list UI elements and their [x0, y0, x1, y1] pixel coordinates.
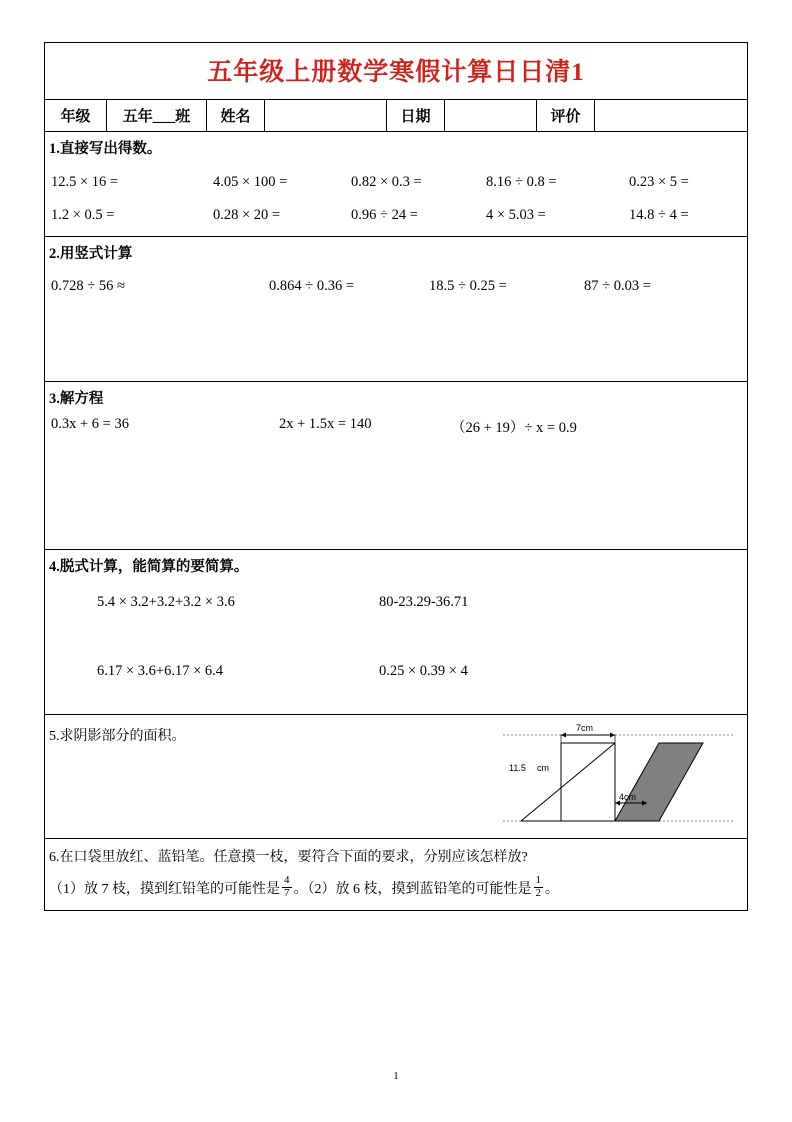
question-2-text: 。（2）放 6 枝，摸到蓝铅笔的可能性是 — [293, 882, 532, 898]
section-1-row-2 — [45, 207, 747, 236]
problem: 80-23.29-36.71 — [379, 594, 469, 610]
evaluation-label: 评价 — [537, 100, 595, 131]
problem: 1.2 × 0.5 = — [51, 207, 115, 223]
section-3-work-area[interactable] — [45, 437, 747, 549]
section-6-questions — [49, 876, 747, 900]
problem: （26 + 19）÷ x = 0.9 — [451, 420, 577, 436]
problem: 0.864 ÷ 0.36 = — [269, 278, 355, 294]
problem: 8.16 ÷ 0.8 = — [486, 174, 557, 190]
name-label: 姓名 — [207, 100, 265, 131]
problem: 12.5 × 16 = — [51, 174, 119, 190]
section-3-row-1 — [45, 416, 747, 437]
problem: 4.05 × 100 = — [213, 174, 288, 190]
problem: 6.17 × 3.6+6.17 × 6.4 — [97, 663, 224, 679]
fraction-denominator: 2 — [535, 886, 541, 899]
section-2-row-1 — [45, 278, 747, 295]
problem: 5.4 × 3.2+3.2+3.2 × 3.6 — [97, 594, 235, 610]
section-5-shaded-area — [45, 715, 747, 839]
date-label: 日期 — [387, 100, 445, 131]
section-1-row-1 — [45, 174, 747, 191]
geometry-figure — [503, 721, 735, 831]
section-3-equations — [45, 382, 747, 550]
problem: 4 × 5.03 = — [486, 207, 546, 223]
section-1-heading: 1.直接写出得数。 — [49, 141, 162, 157]
fraction-numerator: 1 — [535, 874, 541, 886]
section-2-heading: 2.用竖式计算 — [49, 246, 133, 262]
question-2-suffix: 。 — [545, 882, 559, 898]
date-value[interactable] — [445, 100, 537, 131]
section-4-row-2 — [45, 663, 747, 680]
section-6-heading: 6.在口袋里放红、蓝铅笔。任意摸一枝，要符合下面的要求，分别应该怎样放? — [49, 850, 528, 865]
section-4-row-1 — [45, 594, 747, 611]
problem: 0.82 × 0.3 = — [351, 174, 422, 190]
page-number: 1 — [393, 1070, 399, 1082]
section-2-vertical-calculation — [45, 237, 747, 382]
problem: 0.25 × 0.39 × 4 — [379, 663, 468, 679]
section-3-heading: 3.解方程 — [49, 391, 104, 407]
fraction-four-sevenths — [282, 875, 292, 899]
section-4-heading: 4.脱式计算，能简算的要简算。 — [49, 559, 249, 575]
svg-text:7cm: 7cm — [576, 723, 594, 733]
page-title: 五年级上册数学寒假计算日日清1 — [207, 59, 585, 86]
problem: 87 ÷ 0.03 = — [584, 278, 651, 294]
problem: 0.23 × 5 = — [629, 174, 689, 190]
section-4-expression-calculation — [45, 550, 747, 715]
problem: 2x + 1.5x = 140 — [279, 416, 372, 432]
section-5-heading: 5.求阴影部分的面积。 — [49, 729, 186, 744]
problem: 0.28 × 20 = — [213, 207, 281, 223]
evaluation-value[interactable] — [595, 100, 747, 131]
grade-value[interactable]: 五年___班 — [107, 100, 207, 131]
student-info-row — [45, 100, 747, 132]
section-4-work-area-2[interactable] — [45, 680, 747, 714]
problem: 14.8 ÷ 4 = — [629, 207, 689, 223]
section-6-probability — [45, 839, 747, 910]
section-2-work-area[interactable] — [45, 295, 747, 381]
fraction-one-half — [534, 875, 544, 899]
section-4-work-area-1[interactable] — [45, 611, 747, 647]
grade-label: 年级 — [45, 100, 107, 131]
svg-text:11.5: 11.5 — [509, 763, 526, 773]
name-value[interactable] — [265, 100, 387, 131]
worksheet-table — [44, 42, 748, 911]
svg-text:cm: cm — [537, 763, 549, 773]
section-1-mental-math — [45, 132, 747, 237]
fraction-numerator: 4 — [284, 874, 290, 886]
title-row — [45, 43, 747, 100]
svg-text:4cm: 4cm — [619, 792, 637, 802]
problem: 18.5 ÷ 0.25 = — [429, 278, 507, 294]
problem: 0.3x + 6 = 36 — [51, 416, 129, 432]
problem: 0.96 ÷ 24 = — [351, 207, 418, 223]
fraction-denominator: 7 — [284, 886, 290, 899]
problem: 0.728 ÷ 56 ≈ — [51, 278, 125, 294]
question-1-text: （1）放 7 枝，摸到红铅笔的可能性是 — [49, 882, 280, 898]
